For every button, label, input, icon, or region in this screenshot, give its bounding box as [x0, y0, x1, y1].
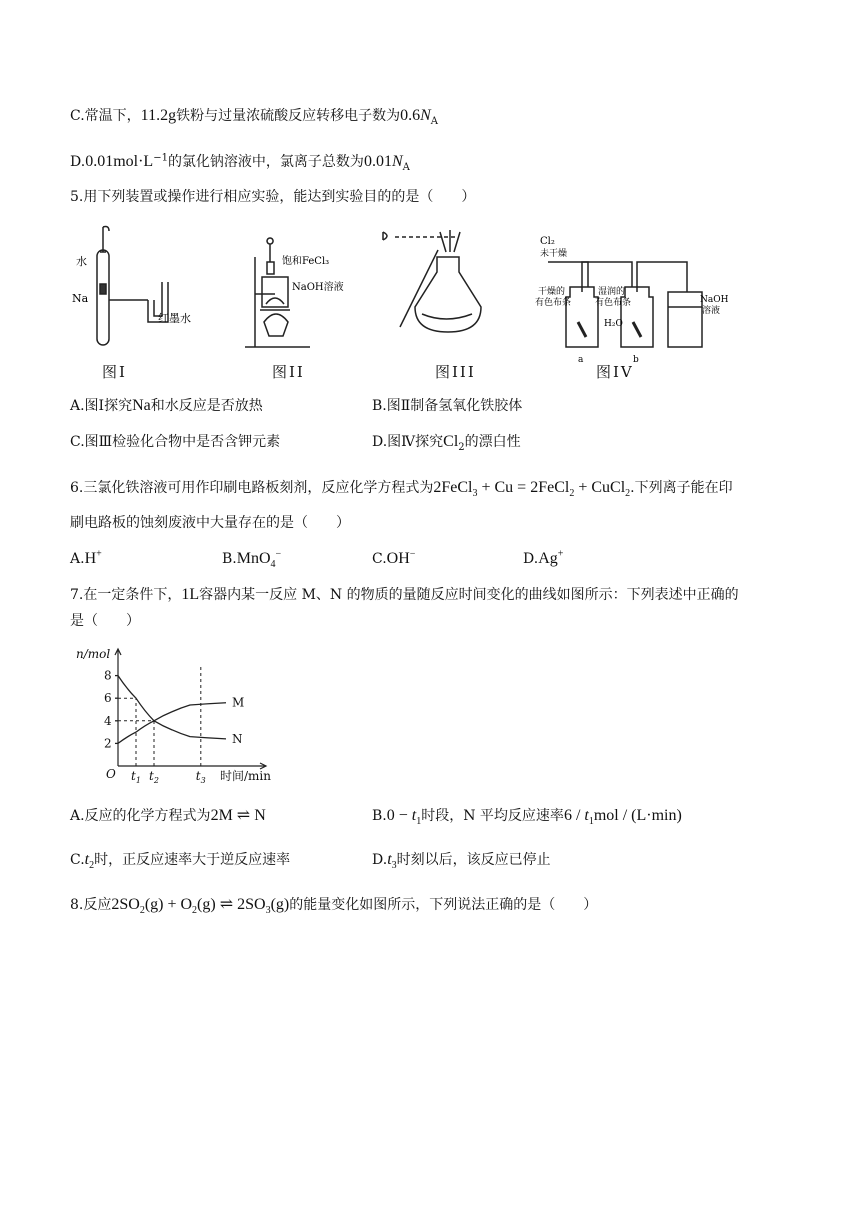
y-tick-label: 2	[104, 736, 112, 751]
figure-3-apparatus	[383, 230, 481, 332]
series-M-line	[118, 703, 226, 744]
fig4-dry-cloth-label-2: 有色布条	[535, 298, 572, 308]
q7-option-d: $D.t_3$时刻以后，该反应已停止	[372, 851, 551, 872]
series-N-label: N	[232, 731, 243, 746]
x-axis-label: 时间/min	[220, 769, 271, 783]
fig2-naoh-label: NaOH溶液	[292, 282, 344, 293]
fig1-na-label: Na	[72, 292, 89, 305]
fig4-h2o-label: H₂O	[604, 319, 623, 329]
fig4-wet-cloth-label: 湿润的	[598, 287, 626, 297]
fig1-water-label: 水	[76, 255, 87, 268]
x-tick-label-t1: $t_1$	[131, 769, 141, 785]
q6-option-b: B.MnO$_4$−	[222, 548, 282, 571]
q6-option-d: D.Ag+	[523, 548, 564, 567]
q7-option-a: A.反应的化学方程式为2M ⇌ N	[70, 807, 266, 824]
q5-stem: 5.用下列装置或操作进行相应实验，能达到实验目的的是（ ）	[70, 189, 476, 205]
q5-apparatus-figures	[70, 222, 750, 387]
q6-stem-line-2: 刷电路板的蚀刻废液中大量存在的是（ ）	[70, 515, 350, 531]
origin-label: O	[106, 767, 116, 781]
y-tick-label: 6	[104, 691, 112, 706]
x-tick-label-t2: $t_2$	[149, 769, 159, 785]
q8-stem: 8.反应$2SO_2(g) + O_2(g)$ ⇌ $2SO_3(g)$的能量变化如图所示，下列说法正确的是（ ）	[70, 896, 598, 917]
q6-option-a: A.H+	[70, 548, 102, 567]
q7-stem: 7.在一定条件下，1L容器内某一反应 M、N 的物质的量随反应时间变化的曲线如图所示：下列表述中正确的	[70, 586, 739, 603]
q4-option-d: $D.0.01mol\cdot L^{-1}$的氯化钠溶液中，氯离子总数为$0.01N_A$	[70, 152, 410, 173]
q5-option-b: B.图Ⅱ制备氢氧化铁胶体	[372, 398, 523, 414]
figure-3-caption: 图III	[435, 363, 476, 381]
q5-option-a: A.图Ⅰ探究Na和水反应是否放热	[70, 397, 263, 414]
fig4-naoh-label-2: 溶液	[702, 306, 721, 316]
fig4-cl2-label: Cl₂	[540, 236, 555, 247]
figure-2-caption: 图II	[272, 363, 305, 381]
q5-option-c: C.图Ⅲ检验化合物中是否含钾元素	[70, 434, 281, 450]
x-tick-label-t3: $t_3$	[195, 769, 206, 785]
q6-stem: 6.三氯化铁溶液可用作印刷电路板刻剂，反应化学方程式为2FeCl$_3$ + Cu = 2FeCl$_2$ + CuCl$_2$.下列离子能在印	[70, 479, 733, 500]
fig4-a-label: a	[578, 355, 584, 365]
fig2-fecl3-label: 饱和FeCl₃	[282, 256, 330, 267]
q7-option-b: $B.0 - t_1$时段，N 平均反应速率$6 / t_1mol / (L\cdot\min)$	[372, 807, 682, 828]
q7-option-c: $C.t_2$时，正反应速率大于逆反应速率	[70, 851, 291, 872]
y-axis-label: n/mol	[76, 647, 111, 661]
fig4-dry-cloth-label: 干燥的	[538, 287, 566, 297]
q4-option-c: C.常温下，11.2g铁粉与过量浓硫酸反应转移电子数为$0.6N_A$	[70, 107, 438, 127]
fig4-cl2-sub-label: 未干燥	[540, 249, 568, 259]
fig4-b-label: b	[633, 355, 639, 365]
y-tick-label: 8	[104, 668, 112, 683]
q7-stem-line-2: 是（ ）	[70, 613, 140, 629]
figure-1-apparatus	[97, 227, 168, 346]
series-M-label: M	[232, 695, 245, 710]
q5-option-d: D.图Ⅳ探究$Cl_2$的漂白性	[372, 433, 521, 453]
fig4-naoh-label: NaOH	[700, 295, 729, 305]
figure-1-caption: 图Ⅰ	[102, 363, 127, 381]
figure-4-caption: 图IV	[596, 363, 634, 381]
q6-option-c: C.OH−	[372, 548, 416, 567]
y-tick-label: 4	[104, 713, 112, 728]
q7-chart	[70, 644, 280, 785]
fig4-wet-cloth-label-2: 有色布条	[595, 298, 632, 308]
series-N-line	[118, 676, 226, 739]
fig1-red-ink-label: 红墨水	[158, 312, 191, 325]
